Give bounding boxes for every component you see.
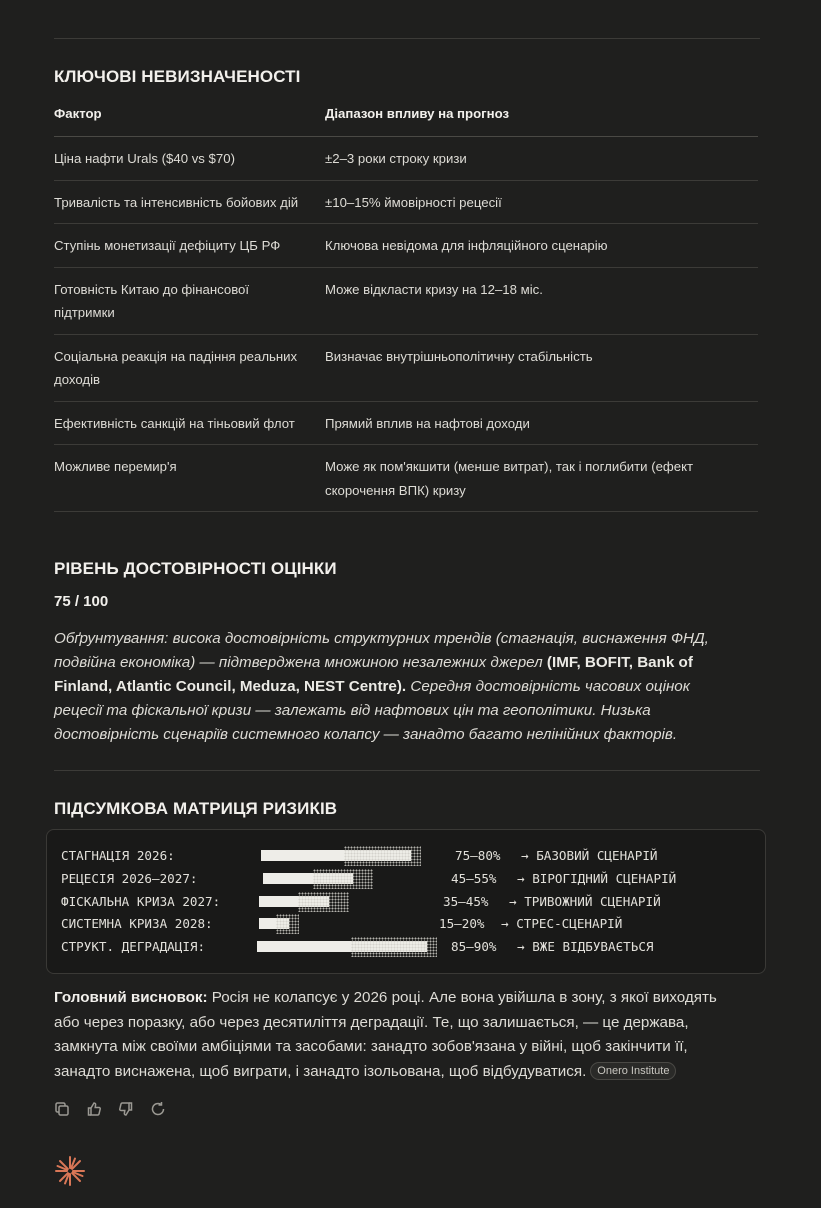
matrix-row-percent: 85–90% [451, 939, 497, 954]
bar-uncertainty [344, 846, 421, 866]
matrix-row [61, 846, 658, 866]
conclusion-text: Росія не колапсує у 2026 році. Але вона увійшла в зону, з якої виходять або через поразку, або через десятиліття деградації. Те, що залишається, — це держава, замкнута між своїми амбіціями та засобами: занадто зобов'язана у війні, щоб закінчити її, занадто виснажена, щоб виграти, і занадто ізольована, щоб відбудуватися. [54, 989, 717, 1080]
matrix-row-verdict [517, 939, 654, 954]
matrix-row [61, 914, 623, 934]
assistant-logo-icon [54, 1155, 86, 1187]
matrix-row-percent: 75–80% [455, 848, 501, 863]
table-row [54, 267, 758, 334]
verdict-text: СТРЕС-СЦЕНАРІЙ [516, 916, 623, 931]
impact-cell: Може відкласти кризу на 12–18 міс. [325, 267, 758, 334]
column-header-factor: Фактор [54, 102, 325, 137]
retry-icon[interactable] [150, 1101, 166, 1117]
table-row [54, 137, 758, 181]
impact-cell: ±10–15% ймовірності рецесії [325, 180, 758, 224]
matrix-row [61, 892, 661, 912]
uncertainties-heading: КЛЮЧОВІ НЕВИЗНАЧЕНОСТІ [54, 67, 301, 86]
justification-text: Обґрунтування: висока достовірність структурних трендів (стагнація, виснаження ФНД, подвійна економіка) — підтверджена множиною незалежних джерел [54, 630, 709, 671]
matrix-row-verdict [521, 848, 658, 863]
uncertainties-table [54, 102, 758, 512]
justification-text-continued: Середня достовірність часових оцінок рецесії та фіскальної кризи — залежать від нафтових цін та геополітики. Низька достовірність сценаріїв системного колапсу — занадто багато нелінійних факторів. [54, 678, 690, 743]
copy-icon[interactable] [54, 1101, 70, 1117]
matrix-row [61, 937, 654, 957]
thumbs-down-icon[interactable] [118, 1101, 134, 1117]
factor-cell: Ціна нафти Urals ($40 vs $70) [54, 137, 325, 181]
top-divider [54, 38, 760, 39]
verdict-text: ВІРОГІДНИЙ СЦЕНАРІЙ [532, 871, 677, 886]
impact-cell: Визначає внутрішньополітичну стабільність [325, 334, 758, 401]
verdict-text: ВЖЕ ВІДБУВАЄТЬСЯ [532, 939, 654, 954]
confidence-score: 75 / 100 [54, 593, 109, 610]
table-row [54, 334, 758, 401]
section-divider [54, 770, 760, 771]
matrix-heading: ПІДСУМКОВА МАТРИЦЯ РИЗИКІВ [54, 799, 338, 818]
factor-cell: Можливе перемир'я [54, 445, 325, 512]
arrow-icon: → [509, 894, 517, 909]
matrix-row-label: СТРУКТ. ДЕГРАДАЦІЯ: [61, 939, 206, 954]
arrow-icon: → [521, 848, 529, 863]
arrow-icon: → [517, 871, 525, 886]
bar-uncertainty [276, 914, 299, 934]
conclusion-lead: Головний висновок: [54, 989, 208, 1006]
table-row [54, 224, 758, 268]
matrix-row [61, 869, 677, 889]
confidence-justification [54, 627, 734, 747]
impact-cell: ±2–3 роки строку кризи [325, 137, 758, 181]
matrix-row-verdict [501, 916, 622, 931]
arrow-icon: → [501, 916, 509, 931]
confidence-heading: РІВЕНЬ ДОСТОВІРНОСТІ ОЦІНКИ [54, 559, 337, 578]
matrix-row-percent: 45–55% [451, 871, 497, 886]
risk-matrix-code-block[interactable] [46, 829, 766, 974]
factor-cell: Тривалість та інтенсивність бойових дій [54, 180, 325, 224]
verdict-text: ТРИВОЖНИЙ СЦЕНАРІЙ [524, 894, 661, 909]
bar-uncertainty [313, 869, 373, 889]
arrow-icon: → [517, 939, 525, 954]
column-header-impact: Діапазон впливу на прогноз [325, 102, 758, 137]
impact-cell: Прямий вплив на нафтові доходи [325, 401, 758, 445]
main-conclusion [54, 986, 724, 1084]
source-citation-pill[interactable]: Onero Institute [590, 1062, 676, 1080]
factor-cell: Соціальна реакція на падіння реальних доходів [54, 334, 325, 401]
impact-cell: Може як пом'якшити (менше витрат), так і поглибити (ефект скорочення ВПК) кризу [325, 445, 758, 512]
matrix-row-label: СТАГНАЦІЯ 2026: [61, 848, 175, 863]
factor-cell: Ефективність санкцій на тіньовий флот [54, 401, 325, 445]
impact-cell: Ключова невідома для інфляційного сценарію [325, 224, 758, 268]
matrix-row-percent: 35–45% [443, 894, 489, 909]
bar-uncertainty [298, 892, 349, 912]
factor-cell: Ступінь монетизації дефіциту ЦБ РФ [54, 224, 325, 268]
table-header-row [54, 102, 758, 137]
matrix-row-label: СИСТЕМНА КРИЗА 2028: [61, 916, 213, 931]
matrix-row-verdict [509, 894, 661, 909]
verdict-text: БАЗОВИЙ СЦЕНАРІЙ [536, 848, 658, 863]
matrix-row-label: ФІСКАЛЬНА КРИЗА 2027: [61, 894, 221, 909]
factor-cell: Готовність Китаю до фінансової підтримки [54, 267, 325, 334]
table-row [54, 180, 758, 224]
matrix-row-verdict [517, 871, 676, 886]
table-row [54, 401, 758, 445]
matrix-row-label: РЕЦЕСІЯ 2026–2027: [61, 871, 198, 886]
bar-uncertainty [351, 937, 437, 957]
matrix-row-percent: 15–20% [439, 916, 485, 931]
justification-sources: (IMF, BOFIT, Bank of Finland, Atlantic Council, Meduza, NEST Centre). [54, 654, 693, 695]
thumbs-up-icon[interactable] [86, 1101, 102, 1117]
table-row [54, 445, 758, 512]
